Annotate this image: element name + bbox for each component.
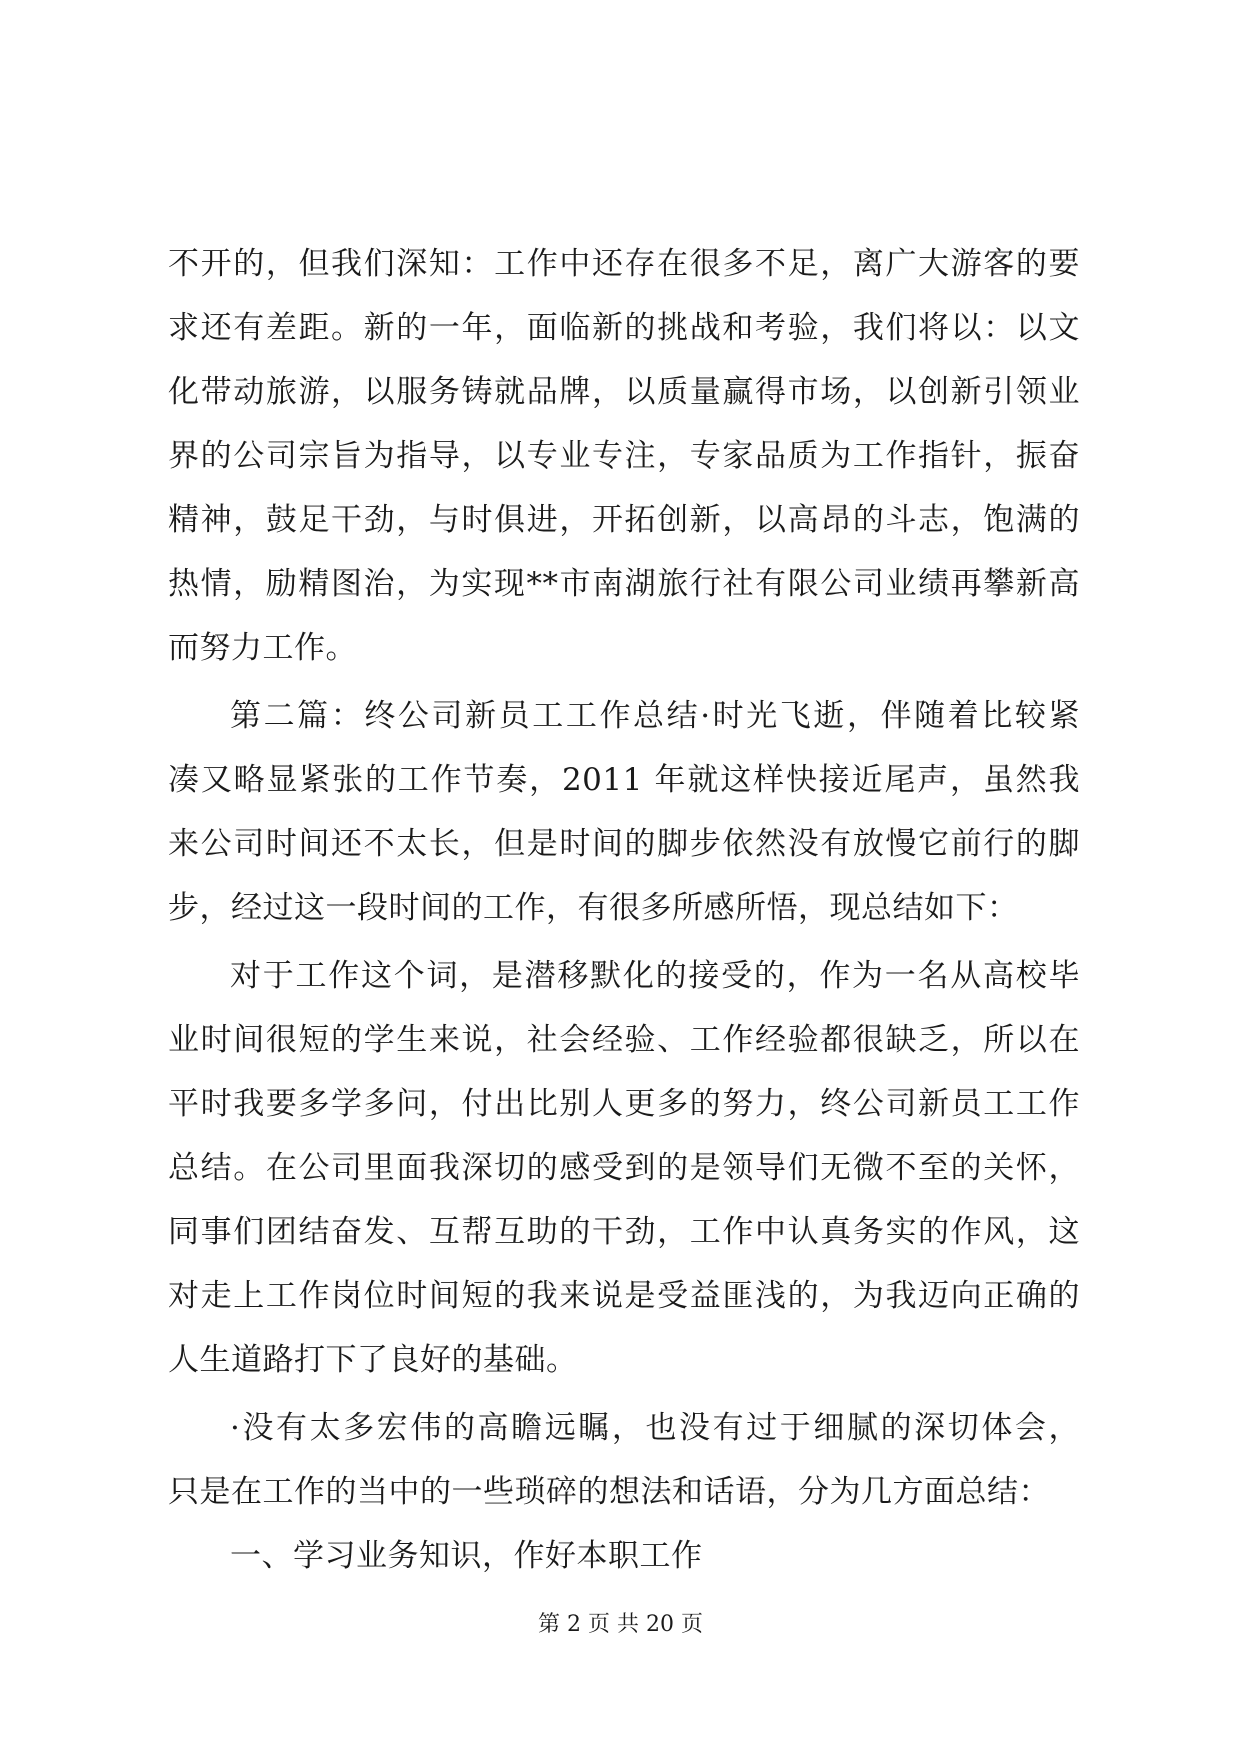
text-line: 平时我要多学多问，付出比别人更多的努力，终公司新员工工作 [168, 1086, 1080, 1122]
text-line: 界的公司宗旨为指导，以专业专注，专家品质为工作指针，振奋 [168, 438, 1080, 474]
text-line: 不开的，但我们深知：工作中还存在很多不足，离广大游客的要 [168, 246, 1080, 282]
text-line: 人生道路打下了良好的基础。 [168, 1342, 578, 1378]
text-line: 只是在工作的当中的一些琐碎的想法和话语，分为几方面总结： [168, 1474, 1050, 1510]
text-line: 来公司时间还不太长，但是时间的脚步依然没有放慢它前行的脚 [168, 826, 1080, 862]
text-line: 热情，励精图治，为实现**市南湖旅行社有限公司业绩再攀新高 [168, 566, 1080, 602]
body-text [168, 232, 1080, 1588]
text-line: 业时间很短的学生来说，社会经验、工作经验都很缺乏，所以在 [168, 1022, 1080, 1058]
paragraph-4 [168, 1396, 1080, 1524]
paragraph-1 [168, 232, 1080, 680]
page-footer: 第 2 页 共 20 页 [538, 1612, 703, 1637]
section-heading [168, 1524, 1080, 1588]
text-line: 一、学习业务知识，作好本职工作 [230, 1538, 703, 1574]
text-line: 凑又略显紧张的工作节奏，2011 年就这样快接近尾声，虽然我 [168, 762, 1080, 798]
text-line: 步，经过这一段时间的工作，有很多所感所悟，现总结如下： [168, 890, 1019, 926]
text-line: 总结。在公司里面我深切的感受到的是领导们无微不至的关怀， [168, 1150, 1080, 1186]
text-line: 第二篇：终公司新员工工作总结·时光飞逝，伴随着比较紧 [230, 698, 1080, 734]
text-line: 精神，鼓足干劲，与时俱进，开拓创新，以高昂的斗志，饱满的 [168, 502, 1080, 538]
text-line: 同事们团结奋发、互帮互助的干劲，工作中认真务实的作风，这 [168, 1214, 1080, 1250]
text-line: ·没有太多宏伟的高瞻远瞩，也没有过于细腻的深切体会， [230, 1410, 1080, 1446]
paragraph-3 [168, 944, 1080, 1392]
text-line: 对于工作这个词，是潜移默化的接受的，作为一名从高校毕 [230, 958, 1080, 994]
text-line: 而努力工作。 [168, 630, 357, 666]
text-line: 求还有差距。新的一年，面临新的挑战和考验，我们将以：以文 [168, 310, 1080, 346]
text-line: 对走上工作岗位时间短的我来说是受益匪浅的，为我迈向正确的 [168, 1278, 1080, 1314]
paragraph-2 [168, 684, 1080, 940]
text-line: 化带动旅游，以服务铸就品牌，以质量赢得市场，以创新引领业 [168, 374, 1080, 410]
